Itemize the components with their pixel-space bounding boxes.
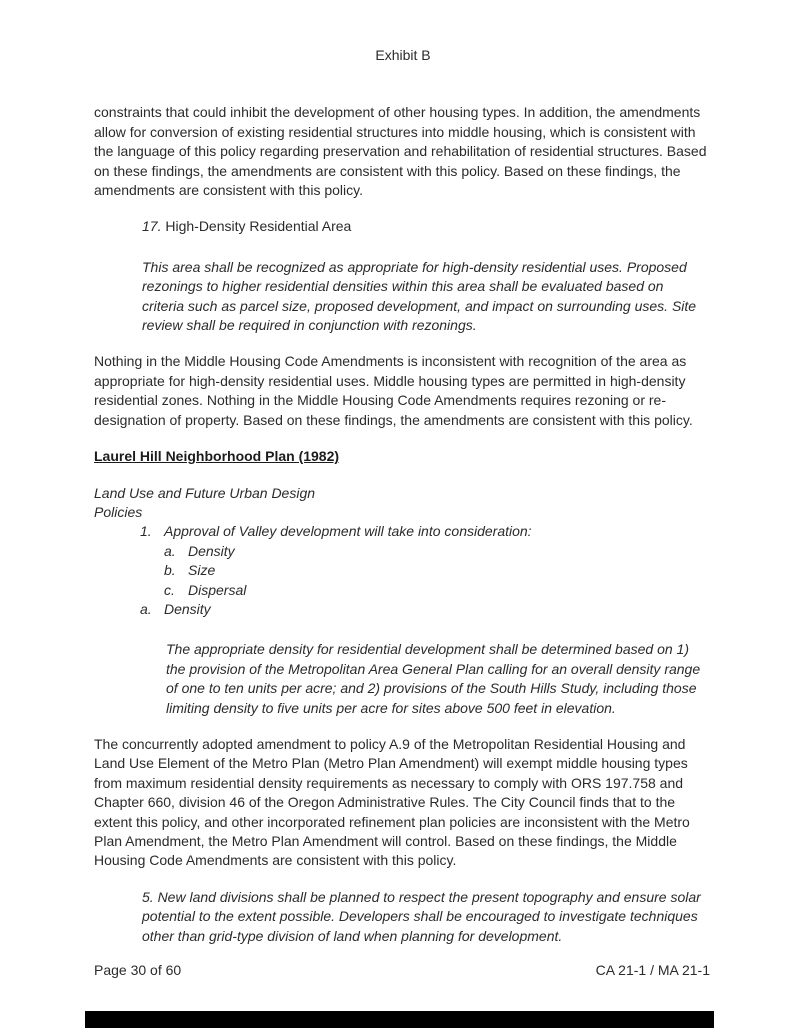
- list-subitem-c: [164, 581, 712, 600]
- laurel-hill-heading: Laurel Hill Neighborhood Plan (1982): [94, 448, 340, 465]
- policies-subheading: Policies: [94, 503, 143, 520]
- item-17-number: 17.: [142, 218, 162, 235]
- list-subitem-a-text: Density: [188, 542, 235, 559]
- quote-high-density: This area shall be recognized as appropriate for high-density residential uses. Proposed rezonings to higher residential densities within this area shall be evaluated based on criteria such as parcel size, proposed development, and impact on surrounding uses. Site review shall be required in conjunction with rezonings.: [142, 258, 697, 334]
- policy-list: [94, 522, 712, 619]
- quote-new-land-divisions: 5. New land divisions shall be planned to respect the present topography and ensure solar potential to the extent possible. Developers shall be encouraged to investigate techniques other than grid-type division of land when planning for development.: [142, 888, 701, 944]
- document-content: [94, 0, 712, 946]
- page-number: Page 30 of 60: [94, 962, 182, 978]
- paragraph-constraints: constraints that could inhibit the development of other housing types. In addition, the amendments allow for conversion of existing residential structures into middle housing, which is consistent with the language of this policy regarding preservation and rehabilitation of residential structures. Based on these findings, the amendments are consistent with this policy. Based on these findings, the amendments are consistent with this policy.: [94, 104, 707, 199]
- bottom-black-bar: [85, 1011, 714, 1028]
- case-number: CA 21-1 / MA 21-1: [595, 962, 710, 978]
- list-subitem-c-label: c.: [164, 581, 175, 598]
- list-subitem-c-text: Dispersal: [188, 581, 247, 598]
- list-subitem-b: [164, 561, 712, 580]
- list-item-1-text: Approval of Valley development will take into consideration:: [164, 523, 532, 540]
- paragraph-concurrently-adopted: The concurrently adopted amendment to policy A.9 of the Metropolitan Residential Housing and Land Use Element of the Metro Plan (Metro Plan Amendment) will exempt middle housing types from maximum residential density requirements as necessary to comply with ORS 197.758 and Chapter 660, division 46 of the Oregon Administrative Rules. The City Council finds that to the extent this policy, and other incorporated refinement plan policies are inconsistent with the Metro Plan Amendment, the Metro Plan Amendment will control. Based on these findings, the Middle Housing Code Amendments are consistent with this policy.: [94, 735, 690, 869]
- list-subitem-a-label: a.: [164, 542, 176, 559]
- exhibit-header: Exhibit B: [375, 47, 431, 63]
- page-footer: [94, 961, 710, 980]
- list-item-1-label: 1.: [140, 523, 152, 540]
- list-item-a-label: a.: [140, 600, 152, 617]
- list-item-a-density: [140, 600, 712, 619]
- item-17-heading: [142, 217, 712, 236]
- quote-appropriate-density: The appropriate density for residential development shall be determined based on 1) the provision of the Metropolitan Area General Plan calling for an overall density range of one to ten units per acre; and 2) provisions of the South Hills Study, including those limiting density to five units per acre for sites above 500 feet in elevation.: [166, 641, 701, 716]
- list-item-1: [140, 522, 712, 541]
- list-item-a-text: Density: [164, 600, 211, 617]
- item-17-title: High-Density Residential Area: [165, 218, 352, 235]
- list-subitem-b-text: Size: [188, 562, 216, 579]
- list-subitem-b-label: b.: [164, 562, 176, 579]
- paragraph-nothing-inconsistent: Nothing in the Middle Housing Code Amendments is inconsistent with recognition of the area as appropriate for high-density residential uses. Middle housing types are permitted in high-density residential zones. Nothing in the Middle Housing Code Amendments requires rezoning or re-designation of property. Based on these findings, the amendments are consistent with this policy.: [94, 353, 693, 428]
- land-use-subheading: Land Use and Future Urban Design: [94, 484, 316, 501]
- list-subitem-a: [164, 542, 712, 561]
